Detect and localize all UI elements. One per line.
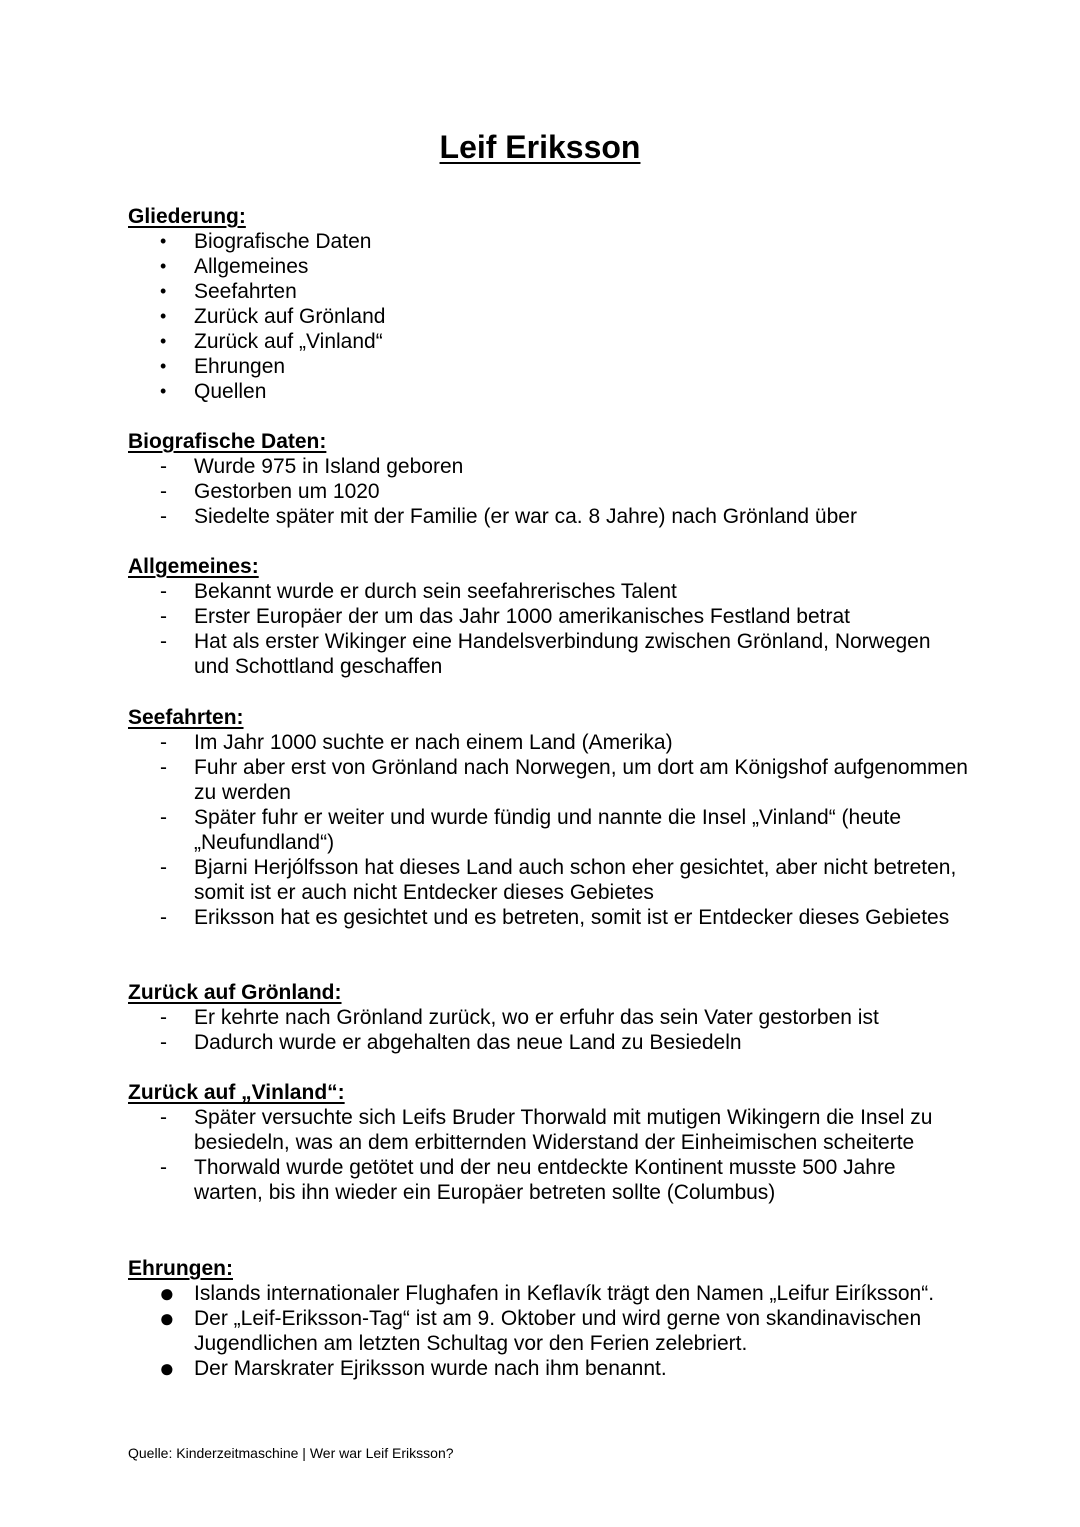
list-item: • Quellen xyxy=(160,380,267,403)
dash-icon: - xyxy=(160,906,167,929)
page-title: Leif Eriksson xyxy=(439,129,641,165)
list-item: - Später versuchte sich Leifs Bruder Thorwald mit mutigen Wikingern die Insel zu besiedeln, was an dem erbitternden Widerstand der Einheimischen scheiterte xyxy=(160,1106,933,1154)
list-item: - Thorwald wurde getötet und der neu entdeckte Kontinent musste 500 Jahre warten, bis ihn wieder ein Europäer betreten sollte (Columbus) xyxy=(160,1156,896,1204)
dash-icon: - xyxy=(160,605,167,628)
section-gliederung xyxy=(128,204,968,404)
list-item: • Allgemeines xyxy=(160,255,309,278)
dash-icon: - xyxy=(160,731,167,754)
bullet-icon: ● xyxy=(159,1303,175,1333)
dash-icon: - xyxy=(160,1156,167,1179)
bullet-icon: • xyxy=(160,231,167,251)
dash-list xyxy=(128,579,968,679)
bullet-icon: ● xyxy=(159,1278,175,1308)
section-heading: Allgemeines: xyxy=(128,555,259,578)
bullet-list xyxy=(128,1278,968,1383)
bullet-icon: • xyxy=(160,381,167,401)
section-heading: Gliederung: xyxy=(128,205,246,228)
list-item: ● Islands internationaler Flughafen in Keflavík trägt den Namen „Leifur Eiríksson“. xyxy=(159,1278,935,1308)
dash-icon: - xyxy=(160,756,167,779)
section-heading: Zurück auf Grönland: xyxy=(128,981,342,1004)
list-item: - Bjarni Herjólfsson hat dieses Land auch schon eher gesichtet, aber nicht betreten, somit ist er auch nicht Entdecker dieses Gebietes xyxy=(160,856,957,904)
bullet-icon: • xyxy=(160,356,167,376)
list-item: - Später fuhr er weiter und wurde fündig und nannte die Insel „Vinland“ (heute „Neufundland“) xyxy=(160,806,902,854)
dash-list xyxy=(128,1105,968,1205)
list-item: • Ehrungen xyxy=(160,355,286,378)
section-heading: Ehrungen: xyxy=(128,1257,233,1280)
dash-icon: - xyxy=(160,630,167,653)
list-item: - Im Jahr 1000 suchte er nach einem Land (Amerika) xyxy=(160,731,673,754)
list-item: - Fuhr aber erst von Grönland nach Norwegen, um dort am Königshof aufgenommen zu werden xyxy=(160,756,968,804)
list-item: - Wurde 975 in Island geboren xyxy=(160,455,464,478)
dash-list xyxy=(128,454,968,529)
bullet-icon: • xyxy=(160,306,167,326)
dash-icon: - xyxy=(160,1031,167,1054)
dash-icon: - xyxy=(160,806,167,829)
dash-icon: - xyxy=(160,856,167,879)
dash-icon: - xyxy=(160,480,167,503)
list-item: - Gestorben um 1020 xyxy=(160,480,380,503)
section-zurueck-vinland xyxy=(128,1080,968,1205)
dash-icon: - xyxy=(160,580,167,603)
list-item: • Zurück auf Grönland xyxy=(160,305,386,328)
dash-icon: - xyxy=(160,505,167,528)
section-ehrungen xyxy=(128,1256,968,1381)
section-biografische-daten xyxy=(128,429,968,529)
source-citation: Quelle: Kinderzeitmaschine | Wer war Leif Eriksson? xyxy=(128,1445,454,1461)
list-item: - Hat als erster Wikinger eine Handelsverbindung zwischen Grönland, Norwegen und Schottland geschaffen xyxy=(160,630,931,678)
list-item: ● Der „Leif-Eriksson-Tag“ ist am 9. Oktober und wird gerne von skandinavischen Jugendlichen am letzten Schultag vor den Ferien zelebriert. xyxy=(159,1303,922,1355)
list-item: - Eriksson hat es gesichtet und es betreten, somit ist er Entdecker dieses Gebietes xyxy=(160,906,950,929)
dash-list xyxy=(128,730,968,930)
bullet-icon: • xyxy=(160,331,167,351)
bullet-icon: • xyxy=(160,256,167,276)
dash-list xyxy=(128,1005,968,1055)
list-item: • Biografische Daten xyxy=(160,230,372,253)
section-heading: Seefahrten: xyxy=(128,706,244,729)
section-heading: Biografische Daten: xyxy=(128,430,327,453)
outline-list xyxy=(128,229,968,404)
list-item: • Seefahrten xyxy=(160,280,297,303)
list-item: - Er kehrte nach Grönland zurück, wo er erfuhr das sein Vater gestorben ist xyxy=(160,1006,879,1029)
list-item: - Erster Europäer der um das Jahr 1000 amerikanisches Festland betrat xyxy=(160,605,850,628)
dash-icon: - xyxy=(160,1006,167,1029)
section-zurueck-groenland xyxy=(128,980,968,1055)
section-allgemeines xyxy=(128,554,968,679)
dash-icon: - xyxy=(160,455,167,478)
section-heading: Zurück auf „Vinland“: xyxy=(128,1081,345,1104)
list-item: ● Der Marskrater Ejriksson wurde nach ihm benannt. xyxy=(159,1353,667,1383)
bullet-icon: ● xyxy=(159,1353,175,1383)
list-item: - Dadurch wurde er abgehalten das neue Land zu Besiedeln xyxy=(160,1031,742,1054)
list-item: • Zurück auf „Vinland“ xyxy=(160,330,383,353)
list-item: - Bekannt wurde er durch sein seefahrerisches Talent xyxy=(160,580,677,603)
list-item: - Siedelte später mit der Familie (er war ca. 8 Jahre) nach Grönland über xyxy=(160,505,857,528)
section-seefahrten xyxy=(128,705,968,930)
dash-icon: - xyxy=(160,1106,167,1129)
bullet-icon: • xyxy=(160,281,167,301)
